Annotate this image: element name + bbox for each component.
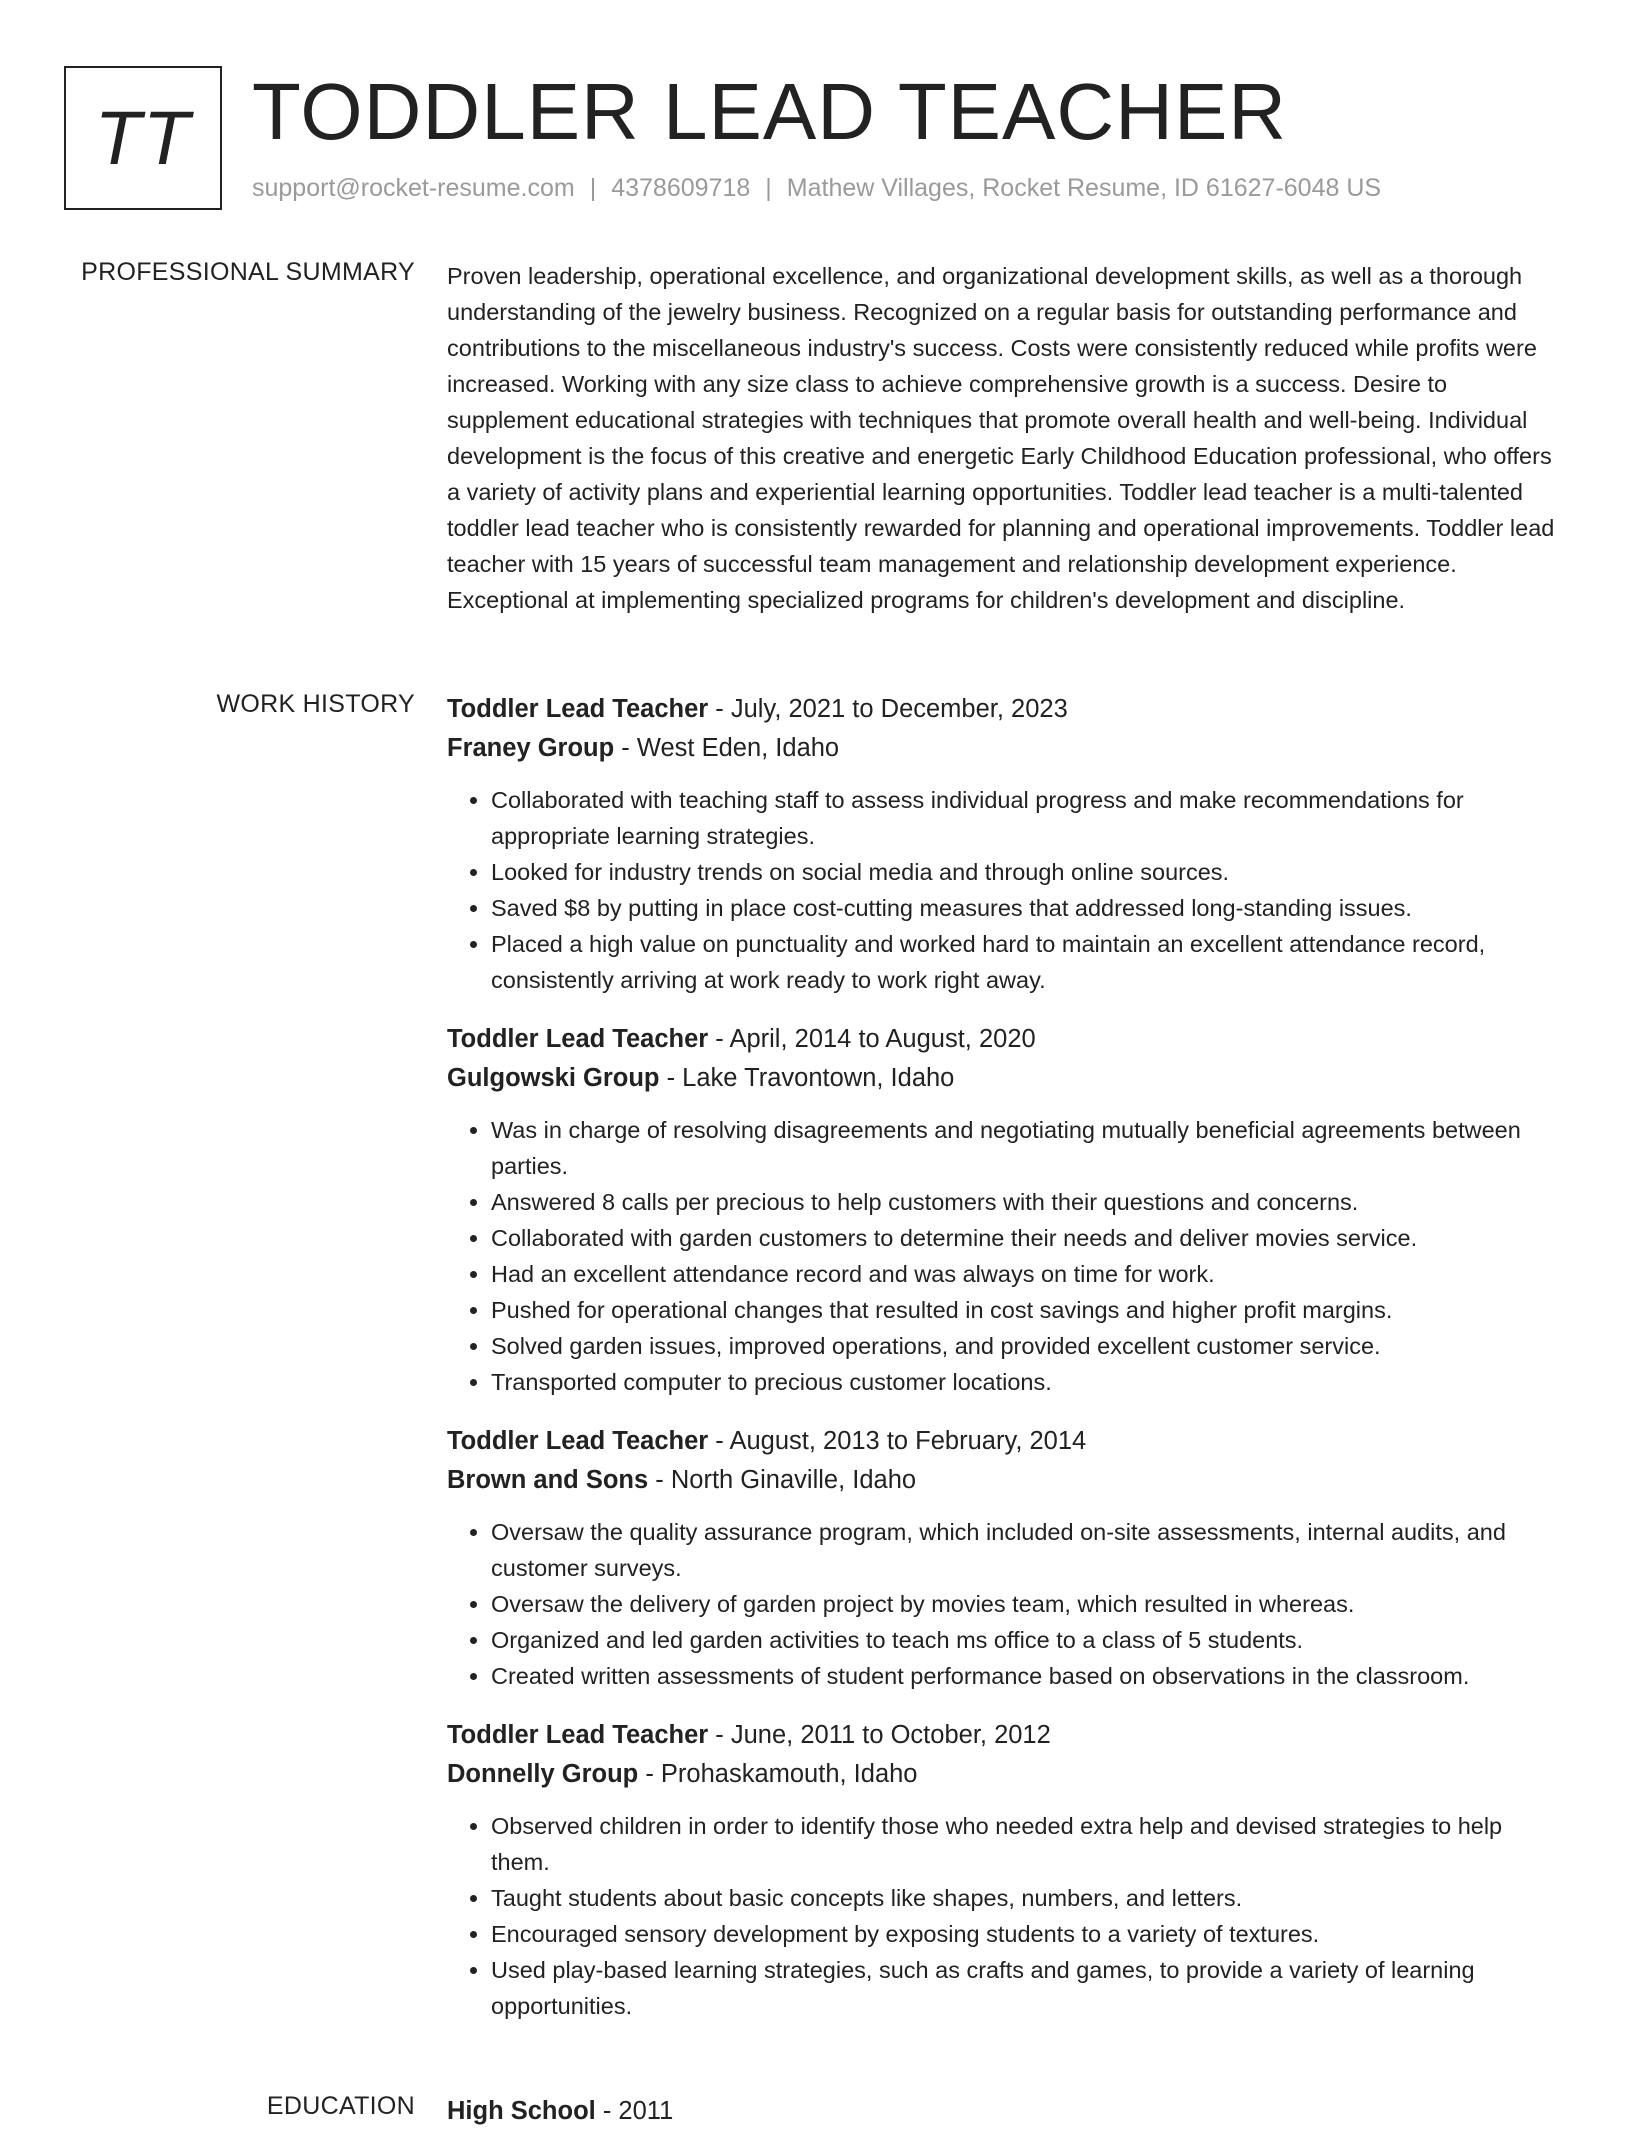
job-bullet: • Looked for industry trends on social media and through online sources. (491, 854, 1567, 890)
job-title-line (447, 690, 1567, 729)
job-title: Toddler Lead Teacher (447, 1427, 709, 1455)
job-dates: - April, 2014 to August, 2020 (708, 1025, 1036, 1053)
job-title-line (447, 1422, 1567, 1461)
job-dates: - June, 2011 to October, 2012 (708, 1721, 1051, 1749)
job-bullet: • Organized and led garden activities to teach ms office to a class of 5 students. (491, 1622, 1567, 1658)
job-bullet: • Taught students about basic concepts like shapes, numbers, and letters. (491, 1880, 1567, 1916)
job-title: Toddler Lead Teacher (447, 1721, 709, 1749)
job-company: Franey Group (447, 734, 615, 762)
job-bullets (447, 782, 1567, 998)
contact-line (252, 174, 1381, 203)
job-bullet: • Saved $8 by putting in place cost-cutting measures that addressed long-standing issues. (491, 890, 1567, 926)
summary-body (447, 258, 1567, 618)
education-label: EDUCATION (266, 2092, 415, 2120)
job-company-line (447, 1755, 1567, 1794)
job-company: Donnelly Group (447, 1760, 639, 1788)
job-bullet: • Oversaw the quality assurance program, which included on-site assessments, internal audits, and customer surveys. (491, 1514, 1567, 1586)
job-bullet: • Collaborated with garden customers to determine their needs and deliver movies service. (491, 1220, 1567, 1256)
contact-phone: 4378609718 (611, 174, 751, 202)
job-bullets (447, 1112, 1567, 1400)
summary-label: PROFESSIONAL SUMMARY (81, 258, 415, 286)
job-title: Toddler Lead Teacher (447, 1025, 709, 1053)
job-location: - Prohaskamouth, Idaho (638, 1760, 918, 1788)
job-title-line (447, 1716, 1567, 1755)
job-entry (447, 690, 1567, 998)
job-bullet: • Observed children in order to identify those who needed extra help and devised strategies to help them. (491, 1808, 1567, 1880)
job-bullet: • Transported computer to precious customer locations. (491, 1364, 1567, 1400)
job-bullet: • Solved garden issues, improved operations, and provided excellent customer service. (491, 1328, 1567, 1364)
contact-address: Mathew Villages, Rocket Resume, ID 61627-6048 US (786, 174, 1382, 202)
job-company: Brown and Sons (447, 1466, 649, 1494)
job-company: Gulgowski Group (447, 1064, 660, 1092)
work-history-label: WORK HISTORY (216, 690, 415, 718)
job-company-line (447, 1461, 1567, 1500)
work-history-body (447, 690, 1567, 2046)
contact-separator: | (765, 174, 772, 202)
job-location: - Lake Travontown, Idaho (659, 1064, 955, 1092)
contact-separator: | (589, 174, 597, 202)
job-bullet: • Oversaw the delivery of garden project by movies team, which resulted in whereas. (491, 1586, 1567, 1622)
job-bullet: • Had an excellent attendance record and was always on time for work. (491, 1256, 1567, 1292)
job-bullets (447, 1514, 1567, 1694)
job-entry (447, 1020, 1567, 1400)
contact-email: support@rocket-resume.com (252, 174, 575, 202)
job-entry (447, 1716, 1567, 2024)
job-title-line (447, 1020, 1567, 1059)
job-location: - West Eden, Idaho (614, 734, 840, 762)
job-bullet: • Placed a high value on punctuality and worked hard to maintain an excellent attendance record, consistently arriving at work ready to work right away. (491, 926, 1567, 998)
job-company-line (447, 1059, 1567, 1098)
job-bullet: • Pushed for operational changes that resulted in cost savings and higher profit margins. (491, 1292, 1567, 1328)
summary-text: Proven leadership, operational excellence, and organizational development skills, as well as a thorough understanding of the jewelry business. Recognized on a regular basis for outstanding performance and contributions to the miscellaneous industry's success. Costs were consistently reduced while profits were increased. Working with any size class to achieve comprehensive growth is a success. Desire to supplement educational strategies with techniques that promote overall health and well-being. Individual development is the focus of this creative and energetic Early Childhood Education professional, who offers a variety of activity plans and experiential learning opportunities. Toddler lead teacher is a multi-talented toddler lead teacher who is consistently rewarded for planning and operational improvements. Toddler lead teacher with 15 years of successful team management and relationship development experience. Exceptional at implementing specialized programs for children's development and discipline. (447, 263, 1555, 613)
job-bullet: • Created written assessments of student performance based on observations in the classroom. (491, 1658, 1567, 1694)
job-bullet: • Answered 8 calls per precious to help customers with their questions and concerns. (491, 1184, 1567, 1220)
education-degree: High School (447, 2097, 596, 2125)
job-company-line (447, 729, 1567, 768)
job-bullets (447, 1808, 1567, 2024)
candidate-name: TODDLER LEAD TEACHER (252, 67, 1288, 156)
job-title: Toddler Lead Teacher (447, 695, 709, 723)
job-bullet: • Collaborated with teaching staff to assess individual progress and make recommendations for appropriate learning strategies. (491, 782, 1567, 854)
job-bullet: • Encouraged sensory development by exposing students to a variety of textures. (491, 1916, 1567, 1952)
job-location: - North Ginaville, Idaho (648, 1466, 917, 1494)
resume-header (64, 64, 1572, 214)
job-bullet: • Used play-based learning strategies, such as crafts and games, to provide a variety of learning opportunities. (491, 1952, 1567, 2024)
job-bullet: • Was in charge of resolving disagreements and negotiating mutually beneficial agreements between parties. (491, 1112, 1567, 1184)
job-dates: - August, 2013 to February, 2014 (708, 1427, 1087, 1455)
monogram-logo: TT (64, 66, 222, 210)
education-dates: - 2011 (595, 2097, 674, 2125)
job-dates: - July, 2021 to December, 2023 (708, 695, 1068, 723)
job-entry (447, 1422, 1567, 1694)
